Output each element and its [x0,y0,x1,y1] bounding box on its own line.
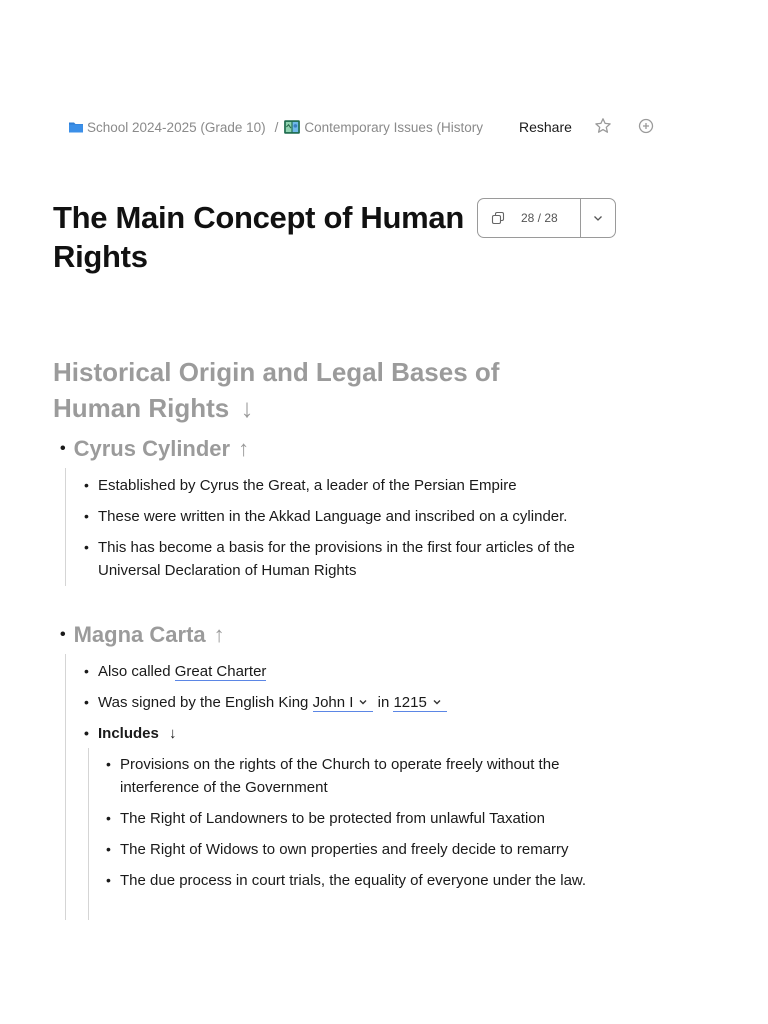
chevron-down-icon [358,697,368,707]
chevron-down-icon [592,212,604,224]
subheading-text: Magna Carta [73,622,206,647]
version-history-button[interactable] [478,199,581,237]
breadcrumb-item-school[interactable] [68,119,266,135]
copy-icon [491,211,505,225]
breadcrumb [68,116,489,138]
includes-list-guide [88,748,89,920]
bullet: • [60,626,66,643]
year-dropdown[interactable]: 1215 [393,694,446,712]
collapse-arrow-icon[interactable]: ↑ [238,436,250,461]
add-circle-icon[interactable] [638,118,654,134]
magna-list-guide [65,654,66,920]
version-counter: 28 / 28 [521,211,558,225]
subheading-magna [60,620,225,650]
version-dropdown-button[interactable] [581,199,615,237]
expand-arrow-icon[interactable]: ↓ [240,393,254,423]
breadcrumb-item-course[interactable] [283,118,489,136]
breadcrumb-label: Contemporary Issues (History [304,119,483,135]
king-dropdown[interactable]: John I [313,694,374,712]
subheading-cyrus [60,434,249,464]
cyrus-list-guide [65,468,66,586]
list-item: • Also called Great Charter [84,663,267,680]
subheading-text: Cyrus Cylinder [73,436,231,461]
reshare-button[interactable]: Reshare [519,119,572,135]
collapse-arrow-icon[interactable]: ↑ [213,622,225,647]
list-item: • Established by Cyrus the Great, a leader of the Persian Empire [84,477,517,494]
list-item: • The Right of Widows to own properties and freely decide to remarry [106,841,569,858]
star-icon[interactable] [594,117,612,135]
page-title: The Main Concept of Human Rights [53,200,465,274]
section-heading-text: Historical Origin and Legal Bases of Human Rights [53,357,500,423]
list-item: • Was signed by the English King John I in 1215 [98,691,618,714]
chevron-down-icon [432,697,442,707]
breadcrumb-label: School 2024-2025 (Grade 10) [87,119,266,135]
section-heading [53,354,573,426]
version-selector [477,198,616,238]
list-item: • The due process in court trials, the equality of everyone under the law. [106,872,587,889]
book-icon [283,118,301,136]
list-item-includes: • Includes ↓ [84,725,177,742]
list-item: • Provisions on the rights of the Church to operate freely without the interference of the Government [106,756,560,796]
list-item: • The Right of Landowners to be protected from unlawful Taxation [106,810,545,827]
bullet: • [60,440,66,457]
list-item: • This has become a basis for the provisions in the first four articles of the Universal Declaration of Human Rights [84,539,575,579]
folder-icon [68,119,84,135]
breadcrumb-separator: / [274,119,279,135]
expand-arrow-icon[interactable]: ↓ [169,725,177,742]
list-item: • These were written in the Akkad Language and inscribed on a cylinder. [84,508,568,525]
great-charter-link[interactable]: Great Charter [174,663,267,680]
